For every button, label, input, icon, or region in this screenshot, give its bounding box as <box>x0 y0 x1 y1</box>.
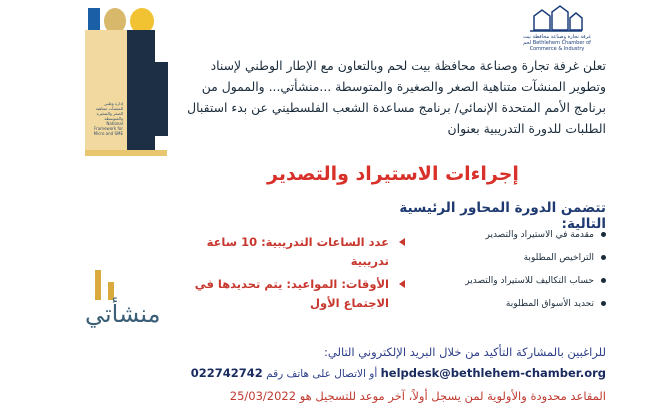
bullet-icon <box>601 301 606 306</box>
chamber-logo <box>528 4 584 34</box>
contact-phone-label: أو الاتصال على هاتف رقم <box>266 368 378 380</box>
registration-deadline: المقاعد محدودة والأولوية لمن يسجل أولاً، آخر موعد للتسجيل هو 25/03/2022 <box>229 389 606 403</box>
intro-paragraph: تعلن غرفة تجارة وصناعة محافظة بيت لحم وبالتعاون مع الإطار الوطني لإسناد وتطوير المنشآت متناهية الصغر والصغيرة والمتوسطة ...منشأتي... والممول من برنامج الأمم المتحدة الإنمائي/ برنامج مساعدة الشعب الفلسطيني عن بدء استقبال الطلبات للدورة التدريبية بعنوان <box>187 58 606 136</box>
monshaati-logo-bar <box>95 270 101 300</box>
chamber-caption: غرفة تجارة وصناعة محافظة بيت لحم Bethlehem Chamber of Commerce & Industry <box>523 34 591 52</box>
contact-phone[interactable]: 022742742 <box>190 366 263 380</box>
contact-details <box>186 366 606 380</box>
bullet-icon <box>601 232 606 237</box>
framework-small-text: إدارة وطني للمنشآت متناهية الصغر والصغيرة والمتوسطة National Framework for Micro and SME <box>93 101 123 136</box>
decorative-strip <box>85 150 167 156</box>
training-hours: عدد الساعات التدريبية: 10 ساعة تدريبية <box>190 233 405 271</box>
list-item: تحديد الأسواق المطلوبة <box>440 297 606 320</box>
contact-email[interactable]: helpdesk@bethlehem-chamber.org <box>380 366 606 380</box>
contact-instructions: للراغبين بالمشاركة التأكيد من خلال البريد الإلكتروني التالي: <box>323 345 606 359</box>
course-axes-heading: تتضمن الدورة المحاور الرئيسية التالية: <box>399 200 606 232</box>
bullet-icon <box>601 278 606 283</box>
list-item: التراخيص المطلوبة <box>440 251 606 274</box>
decorative-dark-panel-2 <box>138 62 168 136</box>
list-item: حساب التكاليف للاستيراد والتصدير <box>440 274 606 297</box>
arrow-bullet-icon <box>399 280 405 288</box>
monshaati-logo-bar-2 <box>108 282 114 300</box>
training-times: الأوقات: المواعيد: يتم تحديدها في الاجتماع الأول <box>190 275 405 313</box>
list-item: مقدمة في الاستيراد والتصدير <box>440 228 606 251</box>
course-info <box>190 233 405 313</box>
topics-list <box>440 228 606 320</box>
course-title: إجراءات الاستيراد والتصدير <box>267 163 519 185</box>
arrow-bullet-icon <box>399 238 405 246</box>
bullet-icon <box>601 255 606 260</box>
monshaati-logo: منشأتي <box>85 300 161 328</box>
